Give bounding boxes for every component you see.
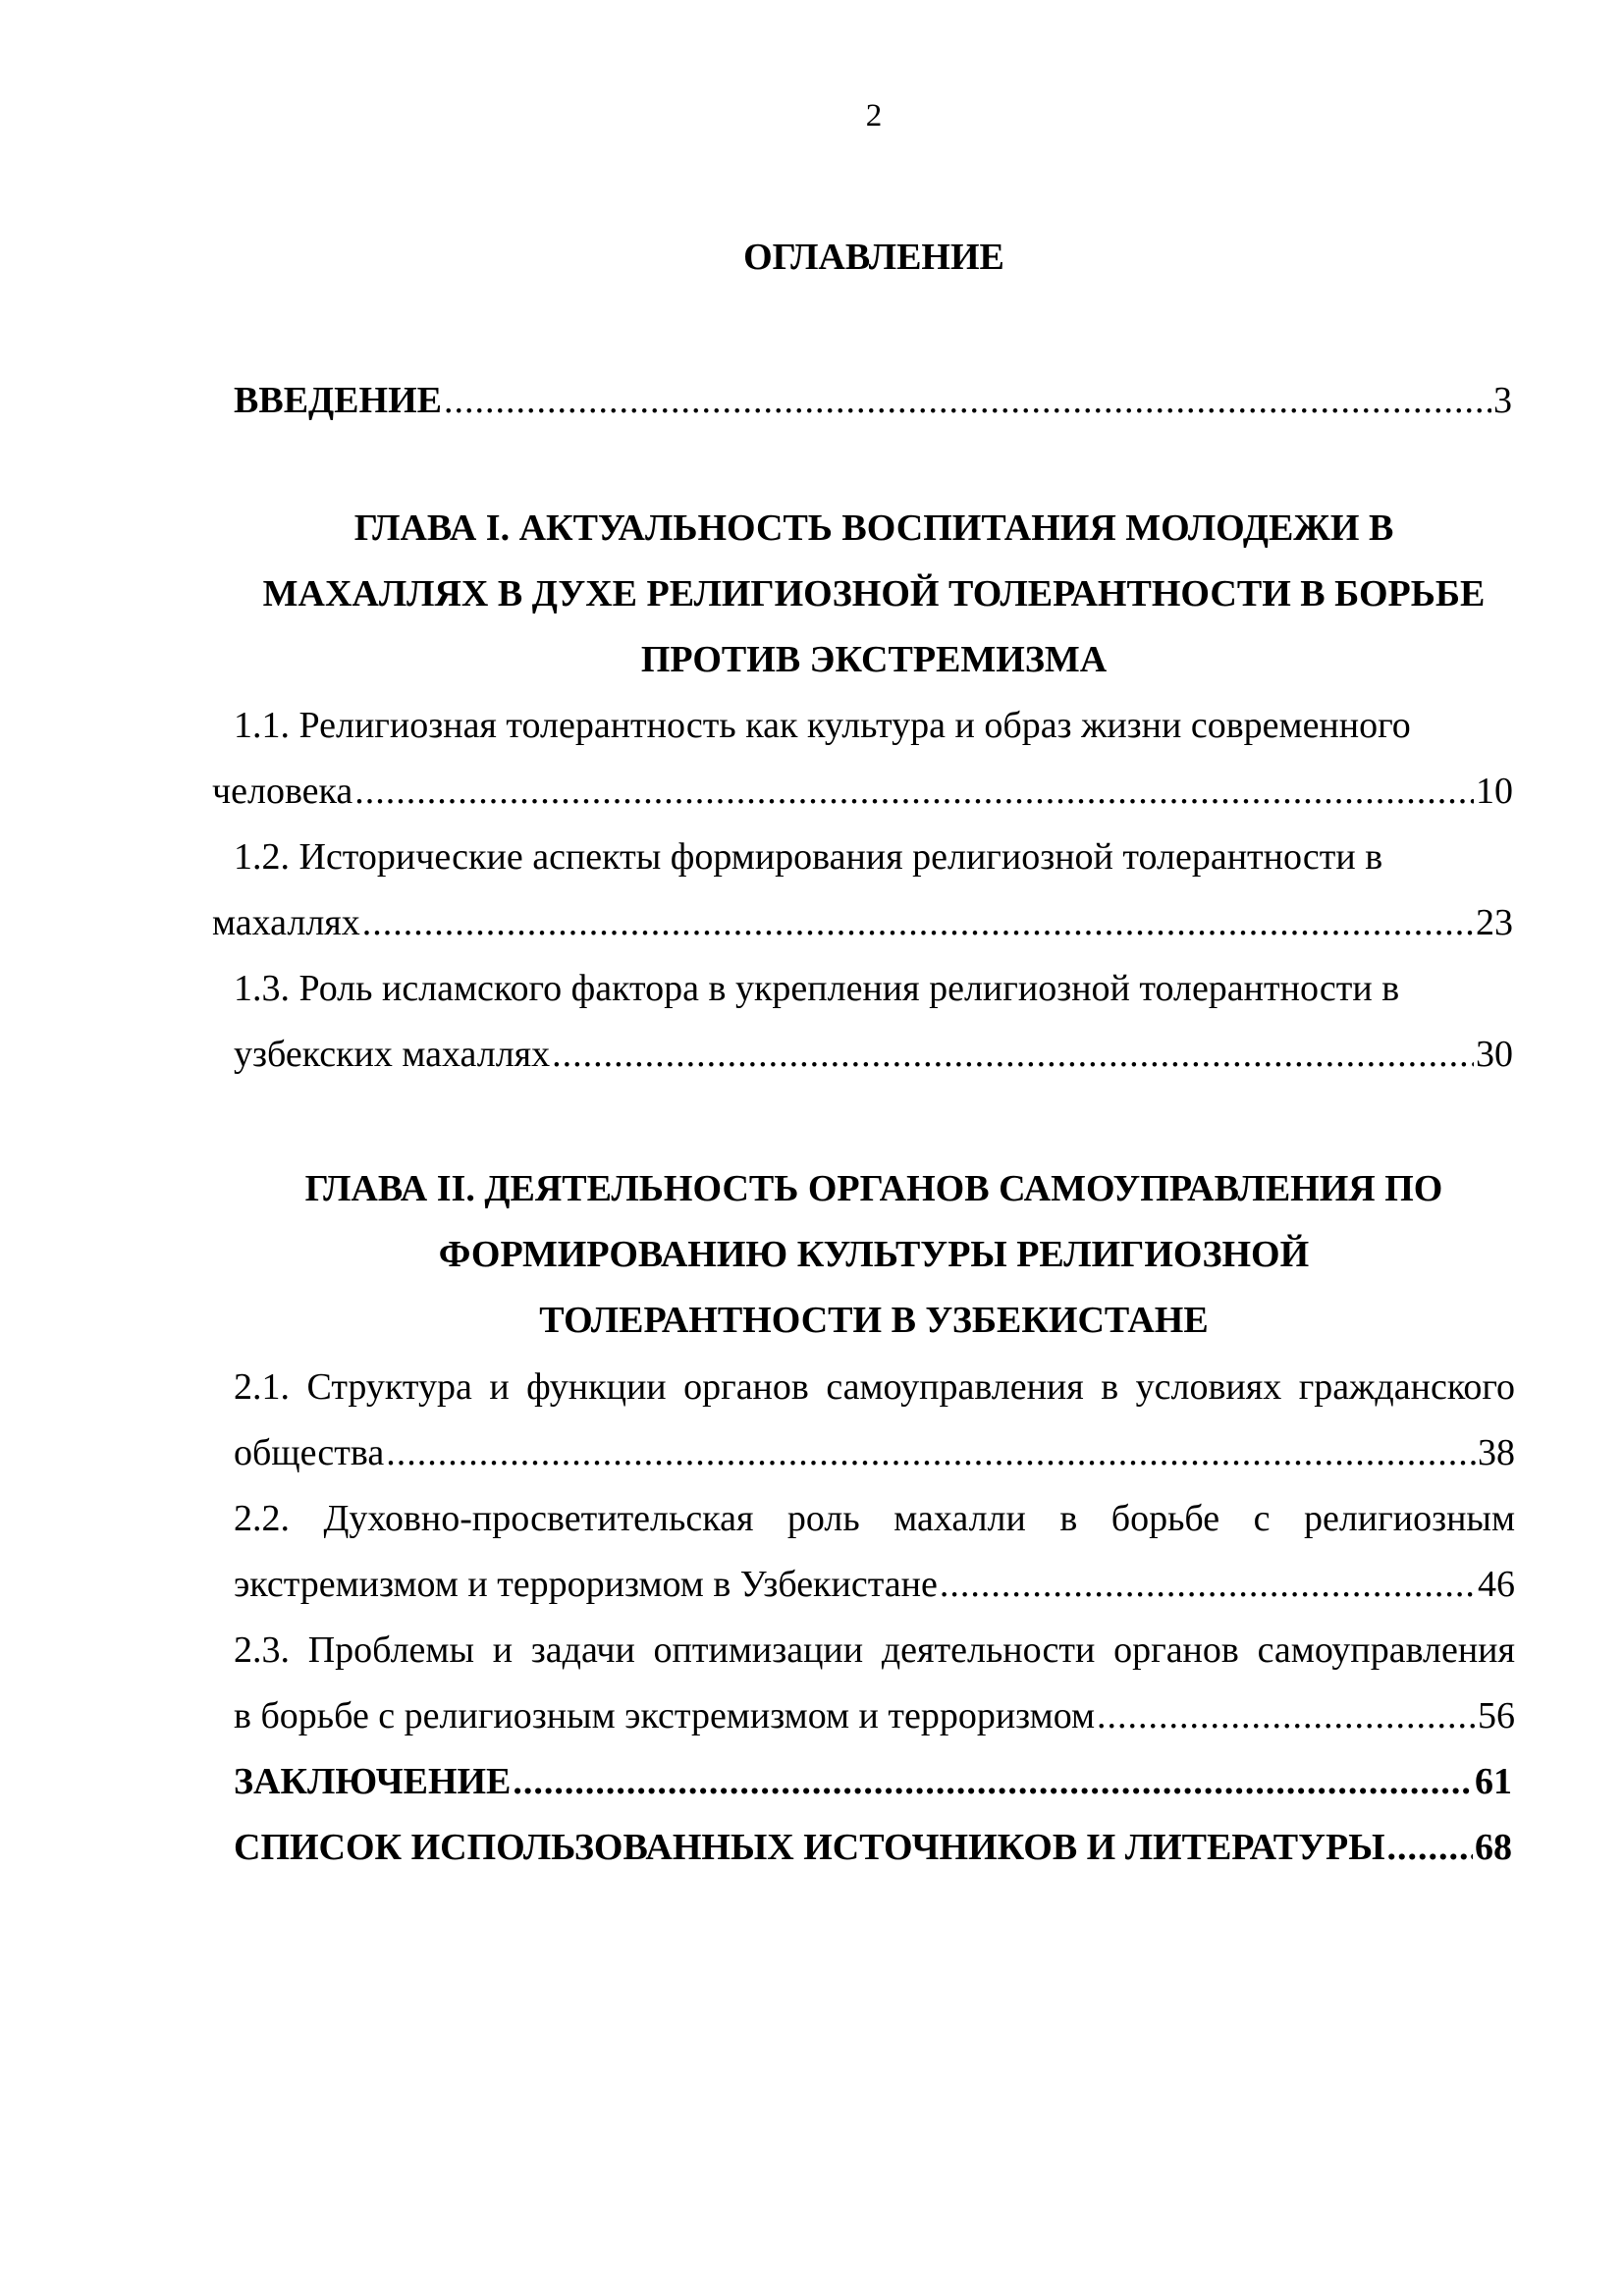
toc-section-2-2[interactable] [234, 1486, 1515, 1618]
dot-leader [386, 1420, 1476, 1486]
chapter-2-block [177, 1156, 1571, 1354]
toc-section-title-cont: узбекских махаллях [234, 1034, 551, 1075]
dot-leader [444, 368, 1491, 434]
chapter-heading: ГЛАВА II. ДЕЯТЕЛЬНОСТЬ ОРГАНОВ САМОУПРАВЛЕНИЯ ПО [304, 1168, 1443, 1209]
toc-section-title: 1.2. Исторические аспекты формирования религиозной толерантности в [234, 836, 1383, 878]
toc-section-1-1[interactable] [212, 693, 1513, 825]
toc-entry-label: ВВЕДЕНИЕ [234, 380, 442, 421]
toc-section-2-1[interactable] [234, 1355, 1515, 1486]
toc-page-number: 23 [1476, 902, 1513, 943]
toc-page-number: 61 [1475, 1761, 1512, 1802]
toc-page-number: 56 [1478, 1695, 1515, 1736]
toc-section-title: 2.1. Структура и функции органов самоуправления в условиях гражданского [234, 1366, 1515, 1408]
toc-section-title: 1.1. Религиозная толерантность как культура и образ жизни современного [234, 705, 1411, 746]
toc-section-title-cont: экстремизмом и терроризмом в Узбекистане [234, 1564, 938, 1605]
toc-entry-intro[interactable] [234, 368, 1512, 434]
dot-leader [552, 1022, 1474, 1088]
dot-leader [354, 759, 1474, 825]
toc-page-number: 3 [1493, 380, 1512, 421]
toc-entry-label: СПИСОК ИСПОЛЬЗОВАННЫХ ИСТОЧНИКОВ И ЛИТЕРАТУРЫ [234, 1827, 1385, 1868]
chapter-heading: МАХАЛЛЯХ В ДУХЕ РЕЛИГИОЗНОЙ ТОЛЕРАНТНОСТИ В БОРЬБЕ [262, 573, 1486, 614]
dot-leader [1387, 1815, 1473, 1881]
chapter-heading: ТОЛЕРАНТНОСТИ В УЗБЕКИСТАНЕ [539, 1300, 1209, 1341]
toc-entry-references[interactable] [234, 1815, 1512, 1881]
toc-section-title-cont: махаллях [212, 902, 360, 943]
toc-section-title: 2.2. Духовно-просветительская роль махалли в борьбе с религиозным [234, 1498, 1515, 1539]
toc-page-number: 46 [1478, 1564, 1515, 1605]
toc-section-2-3[interactable] [234, 1618, 1515, 1749]
dot-leader [1097, 1683, 1476, 1749]
chapter-1-block [177, 496, 1571, 693]
toc-entry-conclusion[interactable] [234, 1749, 1512, 1815]
toc-section-title-cont: в борьбе с религиозным экстремизмом и терроризмом [234, 1695, 1096, 1736]
toc-section-1-2[interactable] [212, 825, 1513, 956]
toc-section-title-cont: общества [234, 1432, 385, 1473]
toc-page-number: 30 [1476, 1034, 1513, 1075]
toc-title: ОГЛАВЛЕНИЕ [743, 237, 1004, 278]
toc-entry-label: ЗАКЛЮЧЕНИЕ [234, 1761, 512, 1802]
dot-leader [362, 890, 1474, 956]
toc-section-title-cont: человека [212, 771, 353, 812]
toc-section-title: 1.3. Роль исламского фактора в укрепления религиозной толерантности в [234, 968, 1400, 1009]
chapter-heading: ФОРМИРОВАНИЮ КУЛЬТУРЫ РЕЛИГИОЗНОЙ [438, 1234, 1310, 1275]
toc-page-number: 68 [1475, 1827, 1512, 1868]
dot-leader [940, 1552, 1476, 1618]
chapter-heading: ПРОТИВ ЭКСТРЕМИЗМА [640, 639, 1108, 680]
chapter-heading: ГЛАВА I. АКТУАЛЬНОСТЬ ВОСПИТАНИЯ МОЛОДЕЖИ В [353, 507, 1394, 549]
page-number: 2 [865, 98, 883, 133]
dot-leader [513, 1749, 1473, 1815]
toc-page-number: 38 [1478, 1432, 1515, 1473]
toc-section-title: 2.3. Проблемы и задачи оптимизации деятельности органов самоуправления [234, 1629, 1515, 1671]
toc-page-number: 10 [1476, 771, 1513, 812]
toc-section-1-3[interactable] [234, 956, 1513, 1088]
